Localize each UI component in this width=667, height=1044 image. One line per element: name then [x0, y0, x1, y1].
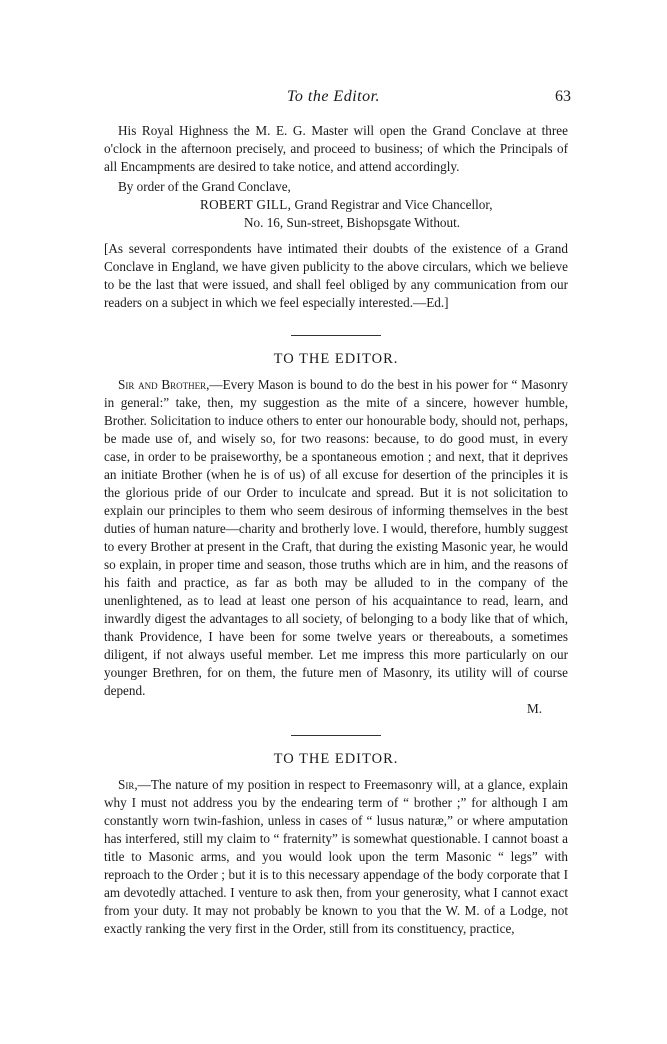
by-order-line: By order of the Grand Conclave,: [118, 179, 291, 194]
letter1-salutation: Sir and Brother,: [118, 377, 210, 392]
letter2-body: [104, 776, 568, 938]
signatory-name: ROBERT GILL,: [200, 197, 292, 212]
letter1-signature: M.: [526, 701, 542, 716]
signatory-address: No. 16, Sun-street, Bishopsgate Without.: [244, 215, 461, 230]
letter1-text: —Every Mason is bound to do the best in his power for “ Masonry in general:” take, then, my suggestion as the mite of a sincere, however humble, Brother. Solicitation to induce others to enter our honourable body, should not, perhaps, be made use of, and wisely so, for two reasons: because, to do good must, in every case, in order to be praiseworthy, be a spontaneous emotion ; and next, that it deprives an initiate Brother (when he is of us) of all excuse for desertion of the principles it is the glorious pride of our Order to inculcate and spread. But it is not solicitation to explain our principles to them who seem desirous of informing themselves in the best duties of human nature—charity and brotherly love. I would, therefore, humbly suggest to every Brother at present in the Craft, that during the existing Masonic year, he would so explain, in proper time and season, those truths which are in him, and the reasons of his faith and practice, as far as both may be alluded to in the company of the unenlightened, as to lead at least one person of his acquaintance to read, learn, and inwardly digest the advantages to all society, of belonging to a body like that of which, thank Providence, I have been for some twelve years or thereabouts, a sometimes diligent, if not always useful member. Let me impress this more particularly on our younger Brethren, for on them, the future men of Masonry, its utility will of course depend.: [104, 377, 568, 698]
editor-note: [As several correspondents have intimated their doubts of the existence of a Grand Conclave in England, we have given publicity to the above circulars, which we believe to be the last that were issued, and shall feel obliged by any communication from our readers on a subject in which we feel especially interested.—Ed.]: [104, 241, 568, 310]
running-title: To the Editor.: [286, 88, 381, 105]
letter1-heading: TO THE EDITOR.: [273, 351, 399, 367]
section-divider: [291, 735, 381, 736]
letter1-body: [104, 376, 568, 700]
letter2-heading: TO THE EDITOR.: [273, 751, 399, 767]
signatory-line: [104, 196, 568, 214]
section-divider: [291, 335, 381, 336]
running-head: [0, 88, 667, 110]
page-number: 63: [555, 88, 571, 105]
page-body: [104, 122, 568, 938]
letter2-salutation: Sir,: [118, 777, 138, 792]
signatory-title: Grand Registrar and Vice Chancellor,: [294, 197, 493, 212]
letter2-text: —The nature of my position in respect to Freemasonry will, at a glance, explain why I must not address you by the endearing term of “ brother ;” for although I am constantly worn twin-fashion, unless in cases of “ lusus naturæ,” or where amputation has interfered, still my claim to “ fraternity” is somewhat questionable. I cannot boast a title to Masonic arms, and you would look upon the term Masonic “ legs” with reproach to the Order ; but it is to this necessary appendage of the body corporate that I am devotedly attached. I venture to ask then, from your generosity, what I cannot exact from your duty. It may not probably be known to you that the W. M. of a Lodge, not exactly ranking the very first in the Order, still from its constituency, practice,: [104, 777, 568, 936]
conclave-notice: His Royal Highness the M. E. G. Master will open the Grand Conclave at three o'clock in the afternoon precisely, and proceed to business; of which the Principals of all Encampments are desired to take notice, and attend accordingly.: [104, 123, 568, 174]
